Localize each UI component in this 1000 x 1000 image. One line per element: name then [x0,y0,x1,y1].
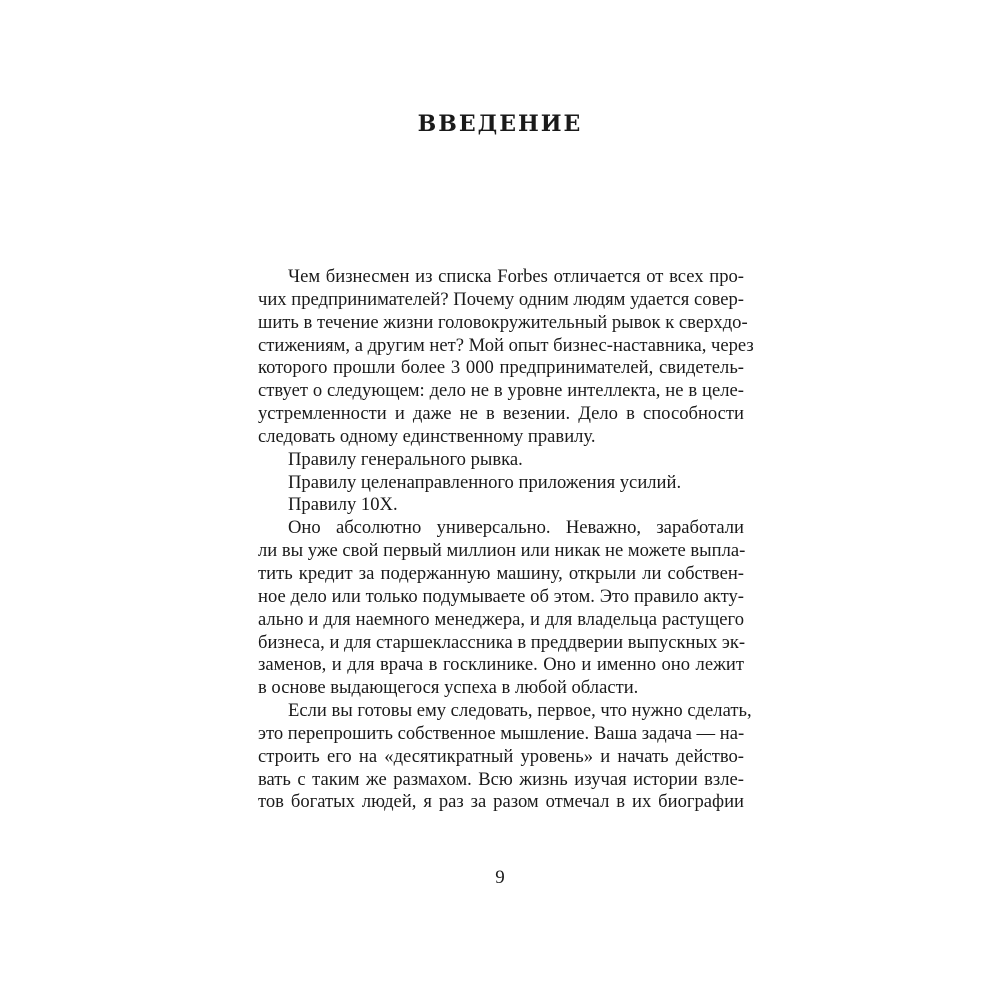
text-line: Правилу генерального рывка. [288,448,523,470]
text-line: которого прошли более 3 000 предпринимателей, свидетель- [258,357,744,379]
text-line: стижениям, а другим нет? Мой опыт бизнес-наставника, через [258,334,754,356]
text-line: тов богатых людей, я раз за разом отмечал в их биографии [258,791,744,813]
text-line: в основе выдающегося успеха в любой области. [258,677,639,699]
text-line: следовать одному единственному правилу. [258,425,596,447]
text-line: Оно абсолютно универсально. Неважно, заработали [288,517,744,539]
page-number: 9 [495,867,505,888]
text-line: Правилу 10X. [288,494,398,516]
text-line: шить в течение жизни головокружительный рывок к сверхдо- [258,311,748,333]
text-line: строить его на «десятикратный уровень» и начать действо- [258,745,744,767]
text-line: ствует о следующем: дело не в уровне интеллекта, не в целе- [258,380,744,402]
body-text [258,266,754,814]
text-line: Чем бизнесмен из списка Forbes отличается от всех про- [288,266,744,287]
text-line: ное дело или только подумываете об этом. Это правило акту- [258,585,744,607]
text-line: это перепрошить собственное мышление. Ваша задача — на- [258,722,745,744]
text-line: тить кредит за подержанную машину, открыли ли собствен- [258,562,744,584]
text-line: Правилу целенаправленного приложения усилий. [288,471,682,493]
text-line: заменов, и для врача в госклинике. Оно и именно оно лежит [258,654,744,676]
text-line: вать с таким же размахом. Всю жизнь изучая истории взле- [258,768,744,790]
text-line: бизнеса, и для старшеклассника в преддверии выпускных эк- [258,631,746,653]
text-line: Если вы готовы ему следовать, первое, что нужно сделать, [288,700,752,722]
text-line: чих предпринимателей? Почему одним людям удается совер- [258,288,744,310]
text-line: устремленности и даже не в везении. Дело в способности [258,403,744,425]
text-line: ально и для наемного менеджера, и для владельца растущего [258,608,744,630]
chapter-title: ВВЕДЕНИЕ [417,111,583,137]
text-line: ли вы уже свой первый миллион или никак не можете выпла- [258,540,746,562]
